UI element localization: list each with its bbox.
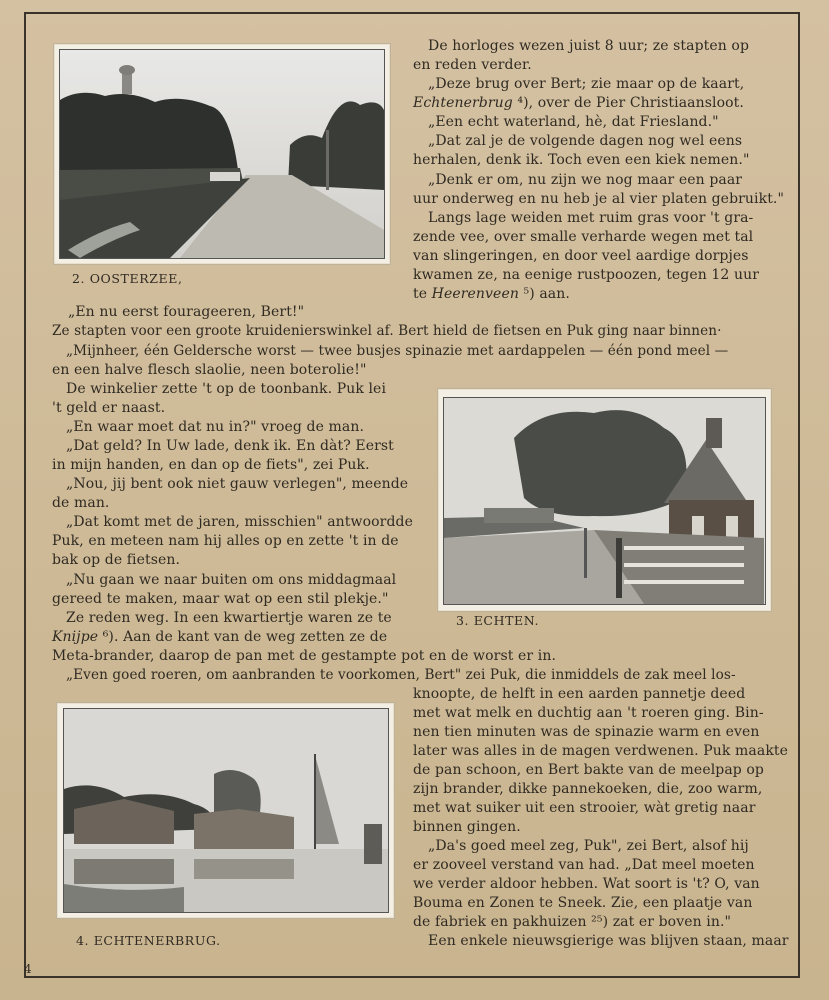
text-line-12: van slingeringen, en door veel aardige dorpjes [413, 248, 749, 264]
text-line-8: „Denk er om, nu zijn we nog maar een paar [428, 172, 743, 188]
text-line-35: knoopte, de helft in een aarden pannetje deed [413, 686, 746, 702]
text-line-28: bak op de fietsen. [52, 552, 181, 568]
caption-echtenerbrug: 4. ECHTENERBRUG. [76, 933, 221, 948]
text-line-45: we verder aldoor hebben. Wat soort is 't? O, van [413, 876, 760, 892]
text-line-22: „Dat geld? In Uw lade, denk ik. En dàt? Eerst [66, 438, 394, 454]
text-line-7: herhalen, denk ik. Toch even een kiek nemen." [413, 152, 750, 168]
text-line-24: „Nou, jij bent ook niet gauw verlegen", meende [66, 476, 409, 492]
text-line-3: „Deze brug over Bert; zie maar op de kaart, [428, 76, 745, 92]
text-line-16: Ze stapten voor een groote kruidenierswinkel af. Bert hield de fietsen en Puk ging naar binnen· [52, 323, 722, 339]
text-line-48: Een enkele nieuwsgierige was blijven staan, maar [428, 933, 789, 949]
text-line-4: Echtenerbrug ⁴), over de Pier Christiaansloot. [413, 95, 744, 111]
caption-echten: 3. ECHTEN. [456, 613, 540, 628]
text-line-18: en een halve flesch slaolie, neen boterolie!" [52, 362, 367, 378]
photo-echtenerbrug [63, 708, 389, 913]
photo-echten-image [444, 398, 765, 604]
text-line-25: de man. [52, 495, 110, 511]
text-line-11: zende vee, over smalle verharde wegen met tal [413, 229, 754, 245]
photo-oosterzee-image [60, 50, 384, 258]
text-line-40: zijn brander, dikke pannekoeken, die, zoo warm, [413, 781, 763, 797]
text-line-1: De horloges wezen juist 8 uur; ze stapten op [428, 38, 750, 54]
text-line-5: „Een echt waterland, hè, dat Friesland." [428, 114, 719, 130]
text-line-31: Ze reden weg. In een kwartiertje waren ze te [66, 610, 392, 626]
text-line-13: kwamen ze, na eenige rustpoozen, tegen 12 uur [413, 267, 760, 283]
text-line-21: „En waar moet dat nu in?" vroeg de man. [66, 419, 364, 435]
text-line-6: „Dat zal je de volgende dagen nog wel eens [428, 133, 743, 149]
text-line-30: gereed te maken, maar wat op een stil plekje." [52, 591, 389, 607]
text-line-47: de fabriek en pakhuizen ²⁵) zat er boven in." [413, 914, 732, 930]
photo-oosterzee [59, 49, 385, 259]
photo-echten [443, 397, 766, 605]
place-heerenveen: Heerenveen [431, 286, 519, 302]
photo-card-echten [437, 388, 772, 612]
text-line-33: Meta-brander, daarop de pan met de gestampte pot en de worst er in. [52, 648, 556, 664]
text-line-42: binnen gingen. [413, 819, 521, 835]
text-line-32: Knijpe ⁶). Aan de kant van de weg zetten ze de [52, 629, 388, 645]
text-line-43: „Da's goed meel zeg, Puk", zei Bert, alsof hij [428, 838, 749, 854]
text-line-44: er zooveel verstand van had. „Dat meel moeten [413, 857, 755, 873]
text-line-14: te Heerenveen ⁵) aan. [413, 286, 570, 302]
text-line-39: de pan schoon, en Bert bakte van de meelpap op [413, 762, 764, 778]
text-line-27: Puk, en meteen nam hij alles op en zette 't in de [52, 533, 399, 549]
text-line-2: en reden verder. [413, 57, 532, 73]
text-line-38: later was alles in de magen verdwenen. Puk maakte [413, 743, 789, 759]
text-line-9: uur onderweg en nu heb je al vier platen gebruikt." [413, 191, 785, 207]
photo-card-echtenerbrug [56, 702, 395, 919]
text-line-23: in mijn handen, en dan op de fiets", zei Puk. [52, 457, 370, 473]
text-line-37: nen tien minuten was de spinazie warm en even [413, 724, 760, 740]
text-line-10: Langs lage weiden met ruim gras voor 't gra- [428, 210, 754, 226]
text-line-19: De winkelier zette 't op de toonbank. Puk lei [66, 381, 387, 397]
text-line-46: Bouma en Zonen te Sneek. Zie, een plaatje van [413, 895, 753, 911]
caption-oosterzee: 2. OOSTERZEE, [72, 271, 183, 286]
photo-echtenerbrug-image [64, 709, 388, 912]
place-echtenerbrug: Echtenerbrug [413, 95, 513, 111]
text-line-41: met wat suiker uit een strooier, wàt gretig naar [413, 800, 756, 816]
text-line-36: met wat melk en duchtig aan 't roeren ging. Bin- [413, 705, 764, 721]
text-line-20: 't geld er naast. [52, 400, 166, 416]
text-line-29: „Nu gaan we naar buiten om ons middagmaal [66, 572, 397, 588]
text-line-15: „En nu eerst fourageeren, Bert!" [68, 304, 305, 320]
text-line-34: „Even goed roeren, om aanbranden te voorkomen, Bert" zei Puk, die inmiddels de zak meel los- [66, 667, 736, 683]
text-line-17: „Mijnheer, één Geldersche worst — twee busjes spinazie met aardappelen — één pond meel — [66, 343, 729, 359]
photo-card-oosterzee [53, 43, 391, 265]
place-knijpe: Knijpe [52, 629, 99, 645]
page-number: 4 [24, 962, 32, 976]
text-line-26: „Dat komt met de jaren, misschien" antwoordde [66, 514, 413, 530]
